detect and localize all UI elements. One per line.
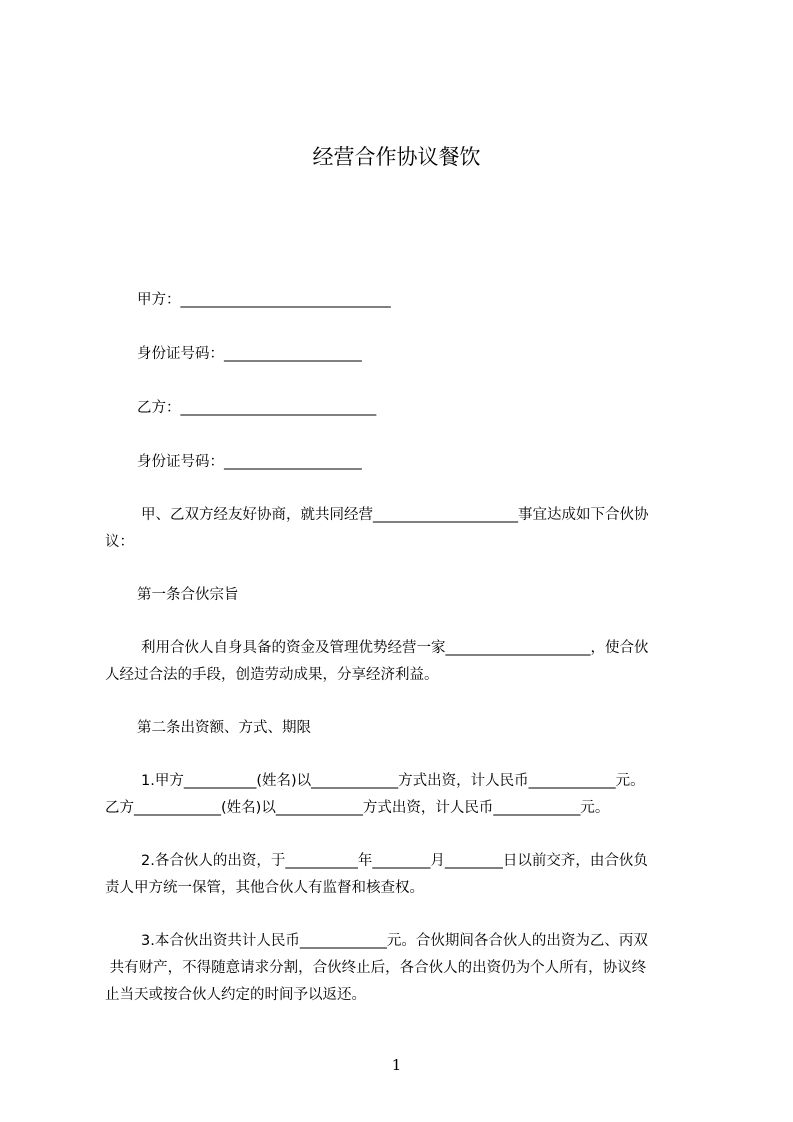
party-b-line: 乙方：___________________________ [137, 400, 377, 416]
document-title: 经营合作协议餐饮 [312, 145, 481, 169]
intro-paragraph-line-2: 议： [105, 534, 134, 550]
article-2-heading: 第二条出资额、方式、期限 [137, 720, 311, 736]
clause-3-line-2: 共有财产，不得随意请求分割，合伙终止后，各合伙人的出资仍为个人所有，协议终 [105, 960, 647, 976]
article-1-heading: 第一条合伙宗旨 [137, 587, 239, 603]
clause-3-line-3: 止当天或按合伙人约定的时间予以返还。 [105, 987, 366, 1003]
clause-3-line-1: 3.本合伙出资共计人民币____________元。合伙期间各合伙人的出资为乙、丙双 [141, 933, 648, 949]
page-number: 1 [391, 1056, 402, 1074]
clause-1-line-2: 乙方____________(姓名)以____________方式出资，计人民币____________元。 [105, 800, 610, 816]
party-a-id-line: 身份证号码：___________________ [137, 346, 362, 362]
intro-paragraph-line-1: 甲、乙双方经友好协商，就共同经营____________________事宜达成如下合伙协 [141, 507, 649, 523]
clause-2-line-2: 责人甲方统一保管，其他合伙人有监督和核查权。 [105, 880, 424, 896]
clause-2-line-1: 2.各合伙人的出资，于__________年________月________日以前交齐，由合伙负 [141, 853, 648, 869]
article-1-paragraph-line-1: 利用合伙人自身具备的资金及管理优势经营一家____________________，使合伙 [141, 640, 649, 656]
party-a-line: 甲方：_____________________________ [137, 292, 391, 308]
party-b-id-line: 身份证号码：___________________ [137, 454, 362, 470]
clause-1-line-1: 1.甲方__________(姓名)以____________方式出资，计人民币____________元。 [141, 773, 645, 789]
article-1-paragraph-line-2: 人经过合法的手段，创造劳动成果，分享经济利益。 [105, 667, 439, 683]
